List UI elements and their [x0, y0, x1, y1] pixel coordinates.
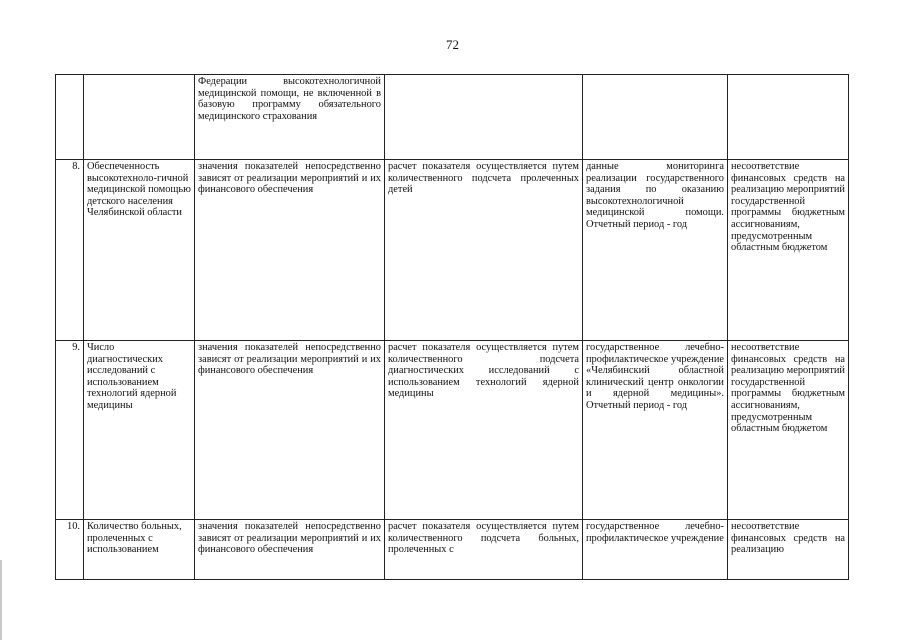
indicator-name-cell: Число диагностических исследований с использованием технологий ядерной медицины — [84, 341, 195, 520]
table-row — [56, 341, 849, 520]
table-row — [56, 75, 849, 160]
data-source-cell: государственное лечебно-профилактическое учреждение — [583, 520, 728, 580]
risk-cell: несоответствие финансовых средств на реализацию мероприятий государственной программы бюджетным ассигнованиям, предусмотренным областным бюджетом — [728, 341, 849, 520]
data-source-cell: данные мониторинга реализации государственного задания по оказанию высокотехнологичной медицинской помощи. Отчетный период - год — [583, 160, 728, 341]
table-row — [56, 520, 849, 580]
scan-edge-shadow — [0, 560, 2, 640]
row-number-cell: 10. — [56, 520, 84, 580]
page-number: 72 — [446, 37, 459, 52]
dependency-cell: Федерации высокотехнологичной медицинской помощи, не включенной в базовую программу обязательного медицинского страхования — [195, 75, 385, 160]
calculation-method-cell — [385, 75, 583, 160]
row-number-cell: 9. — [56, 341, 84, 520]
dependency-cell: значения показателей непосредственно зависят от реализации мероприятий и их финансового обеспечения — [195, 520, 385, 580]
indicators-table — [55, 74, 849, 580]
dependency-cell: значения показателей непосредственно зависят от реализации мероприятий и их финансового обеспечения — [195, 341, 385, 520]
row-number-cell — [56, 75, 84, 160]
indicator-name-cell: Обеспеченность высокотехноло-гичной медицинской помощью детского населения Челябинской области — [84, 160, 195, 341]
risk-cell: несоответствие финансовых средств на реализацию мероприятий государственной программы бюджетным ассигнованиям, предусмотренным областным бюджетом — [728, 160, 849, 341]
calculation-method-cell: расчет показателя осуществляется путем количественного подсчета пролеченных детей — [385, 160, 583, 341]
risk-cell — [728, 75, 849, 160]
dependency-cell: значения показателей непосредственно зависят от реализации мероприятий и их финансового обеспечения — [195, 160, 385, 341]
risk-cell: несоответствие финансовых средств на реализацию — [728, 520, 849, 580]
data-source-cell: государственное лечебно-профилактическое учреждение «Челябинский областной клинический центр онкологии и ядерной медицины». Отчетный период - год — [583, 341, 728, 520]
indicator-name-cell — [84, 75, 195, 160]
table-row — [56, 160, 849, 341]
indicator-name-cell: Количество больных, пролеченных с использованием — [84, 520, 195, 580]
calculation-method-cell: расчет показателя осуществляется путем количественного подсчета больных, пролеченных с — [385, 520, 583, 580]
calculation-method-cell: расчет показателя осуществляется путем количественного подсчета диагностических исследований с использованием технологий ядерной медицины — [385, 341, 583, 520]
row-number-cell: 8. — [56, 160, 84, 341]
data-source-cell — [583, 75, 728, 160]
